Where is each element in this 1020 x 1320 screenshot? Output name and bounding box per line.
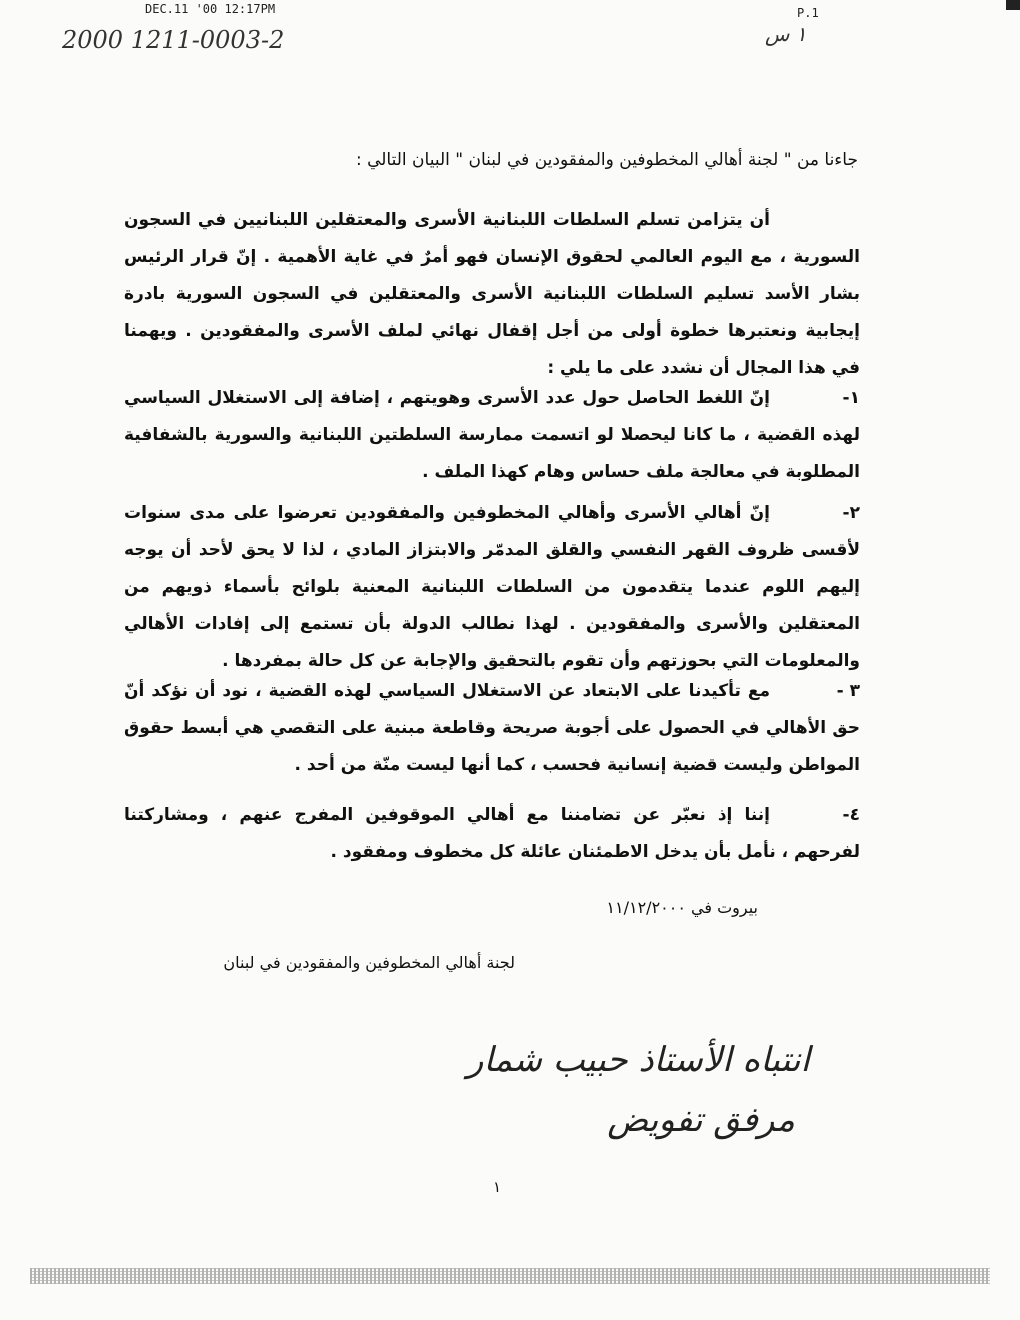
item-4 — [124, 797, 860, 871]
item-number: ٤- — [842, 805, 860, 825]
fax-footer-strip — [30, 1268, 990, 1284]
item-number: ١- — [842, 388, 860, 408]
item-number: ٣ - — [836, 681, 860, 701]
item-2 — [124, 495, 860, 680]
intro-line: جاءنا من " لجنة أهالي المخطوفين والمفقودين في لبنان " البيان التالي : — [355, 150, 858, 170]
item-3 — [124, 673, 860, 784]
fax-timestamp: DEC.11 '00 12:17PM — [145, 2, 276, 16]
handwritten-note-line1: انتباه الأستاذ حبيب شمار — [467, 1040, 810, 1080]
item-text: إنّ أهالي الأسرى وأهالي المخطوفين والمفقودين تعرضوا على مدى سنوات لأقسى ظروف القهر النفسي والقلق المدمّر والابتزاز المادي ، لذا لا يحق لأحد أن يوجه إليهم اللوم عندما يتقدمون من السلطات اللبنانية المعنية بلوائح بأسماء ذويهم من المعتقلين والأسرى والمفقودين . لهذا نطالب الدولة بأن تستمع إلى إفادات الأهالي والمعلومات التي بحوزتهم وأن تقوم بالتحقيق والإجابة عن كل حالة بمفردها . — [124, 503, 860, 671]
handwritten-page-mark: ١ س — [765, 22, 807, 46]
scan-edge-mark — [1006, 0, 1020, 10]
page-number: ١ — [493, 1178, 502, 1196]
item-text: إنّ اللغط الحاصل حول عدد الأسرى وهويتهم ، إضافة إلى الاستغلال السياسي لهذه القضية ، ما كانا ليحصلا لو اتسمت ممارسة السلطتين اللبنانية والسورية بالشفافية المطلوبة في معالجة ملف حساس وهام كهذا الملف . — [124, 388, 860, 482]
fax-page: P.1 — [797, 6, 819, 20]
item-text: مع تأكيدنا على الابتعاد عن الاستغلال السياسي لهذه القضية ، نود أن نؤكد أنّ حق الأهالي في الحصول على أجوبة صريحة وقاطعة مبنية على التقصي هي أبسط حقوق المواطن وليست قضية إنسانية فحسب ، كما أنها ليست منّة من أحد . — [124, 681, 860, 775]
item-number: ٢- — [842, 503, 860, 523]
dateline: بيروت في ١١/١٢/٢٠٠٠ — [606, 898, 758, 917]
opening-paragraph: أن يتزامن تسلم السلطات اللبنانية الأسرى والمعتقلين اللبنانيين في السجون السورية ، مع اليوم العالمي لحقوق الإنسان فهو أمرٌ في غاية الأهمية . إنّ قرار الرئيس بشار الأسد تسليم السلطات اللبنانية الأسرى والمعتقلين في السجون السورية بادرة إيجابية ونعتبرها خطوة أولى من أجل إقفال نهائي لملف الأسرى والمفقودين . ويهمنا في هذا المجال أن نشدد على ما يلي : — [124, 210, 860, 378]
handwritten-reference: 2000 1211-0003-2 — [62, 26, 285, 54]
item-text: إننا إذ نعبّر عن تضامننا مع أهالي الموقوفين المفرج عنهم ، ومشاركتنا لفرحهم ، نأمل بأن يدخل الاطمئنان عائلة كل مخطوف ومفقود . — [124, 805, 860, 862]
signatory: لجنة أهالي المخطوفين والمفقودين في لبنان — [223, 953, 515, 972]
item-1 — [124, 380, 860, 491]
handwritten-note-line2: مرفق تفويض — [607, 1100, 795, 1140]
